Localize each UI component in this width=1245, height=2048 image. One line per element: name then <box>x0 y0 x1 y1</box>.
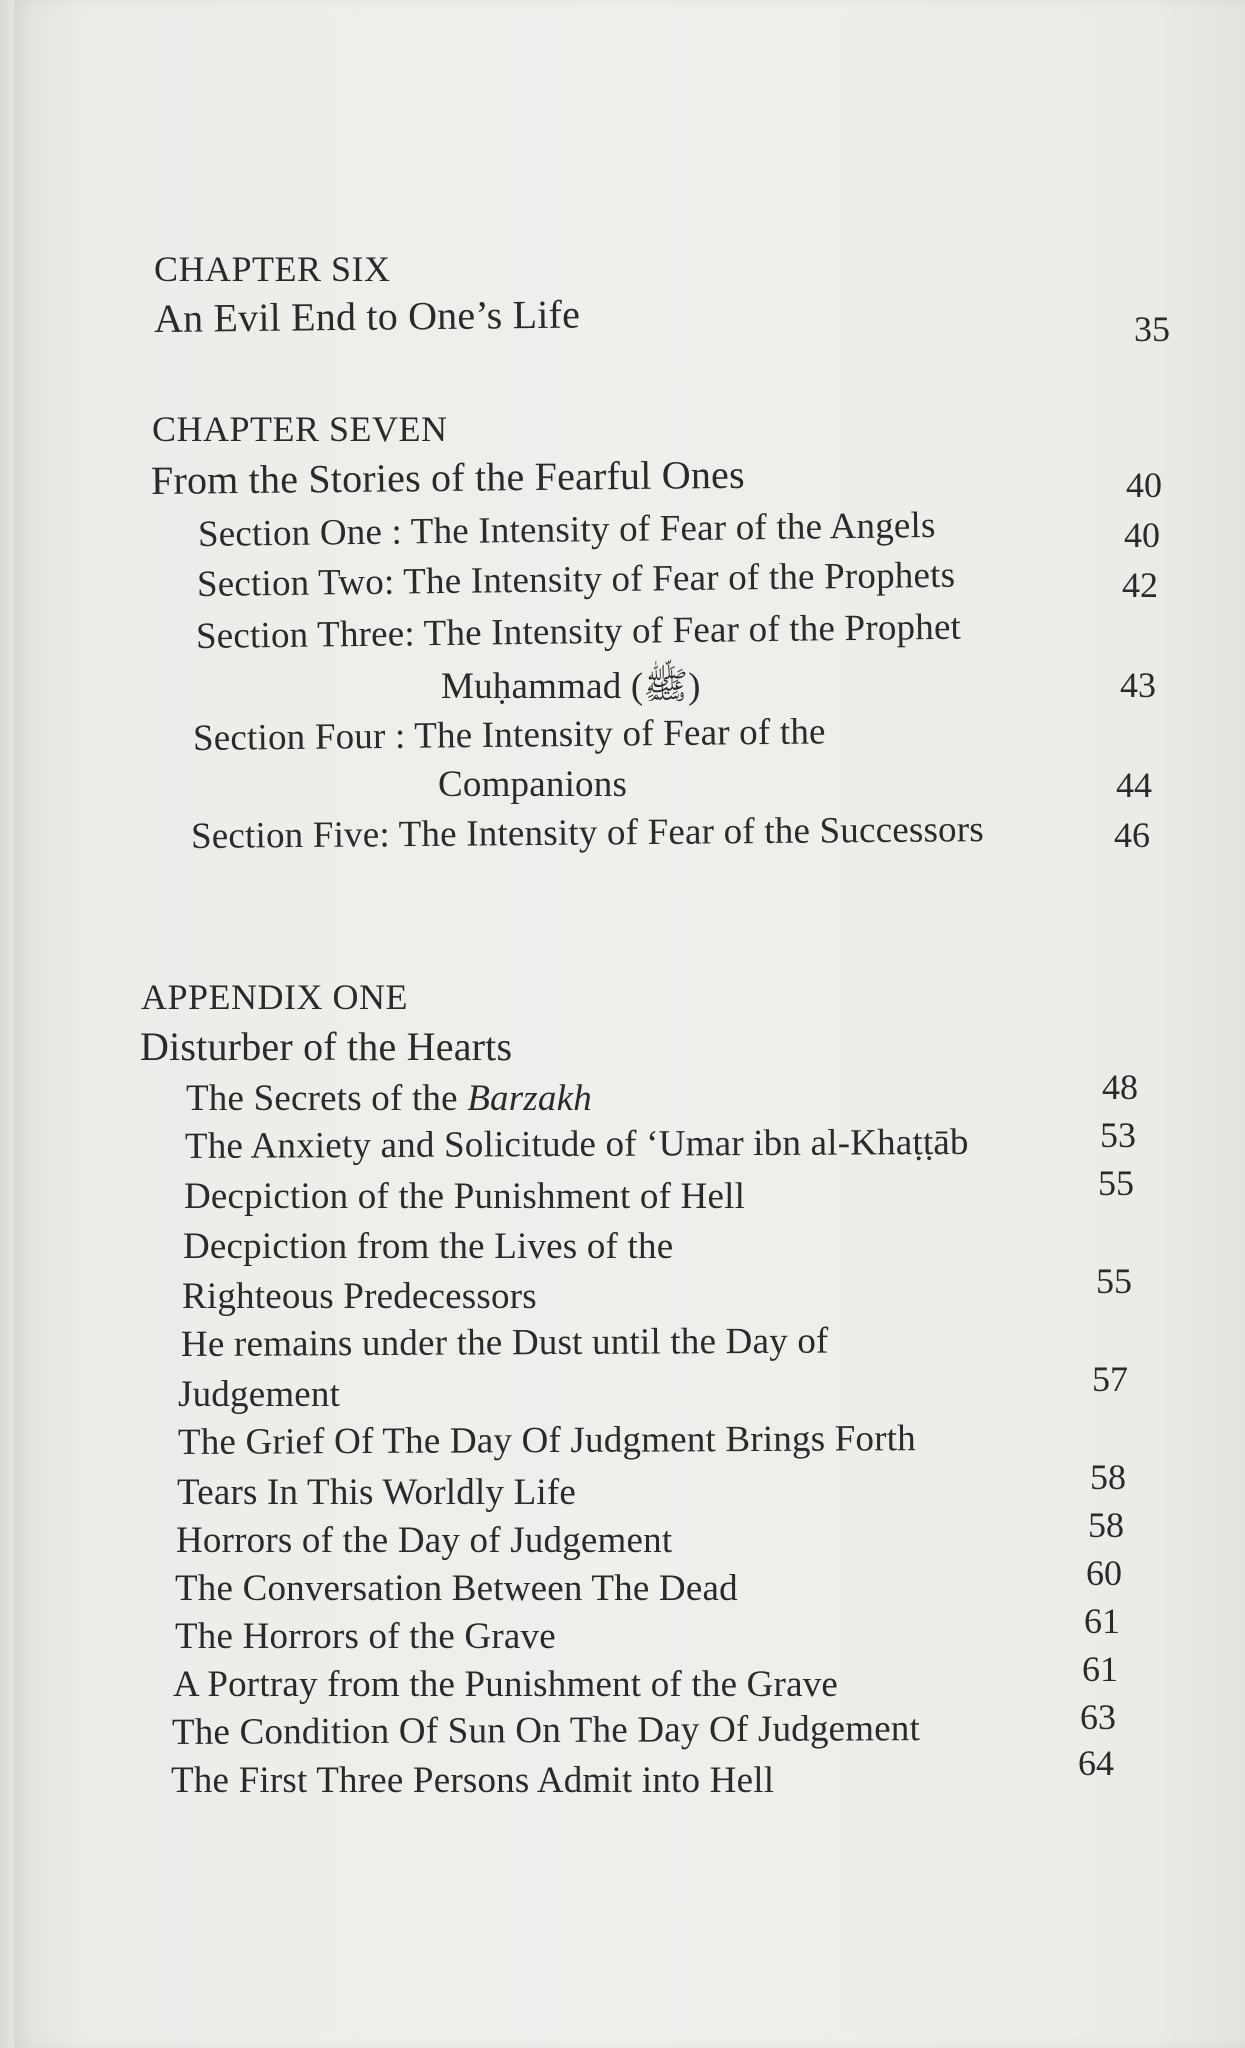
appendix-entry-8-page: 60 <box>1086 1553 1122 1593</box>
section-four-page: 44 <box>1116 765 1152 805</box>
chapter-seven-title: From the Stories of the Fearful Ones <box>150 451 745 503</box>
appendix-entry-10-page: 61 <box>1082 1649 1118 1689</box>
appendix-entry-12-page: 64 <box>1078 1743 1114 1783</box>
chapter-six-heading: CHAPTER SIX <box>154 249 391 289</box>
appendix-entry-1-italic: Barzakh <box>467 1078 592 1119</box>
appendix-entry-11-page: 63 <box>1080 1697 1116 1737</box>
appendix-entry-4-page: 55 <box>1096 1261 1132 1301</box>
section-three-page: 43 <box>1120 665 1156 705</box>
section-five-text: Section Five: The Intensity of Fear of the Successors <box>190 809 985 857</box>
section-four-continuation: Companions <box>438 764 628 805</box>
appendix-entry-2: The Anxiety and Solicitude of ‘Umar ibn al-Khaṭṭāb <box>184 1121 969 1167</box>
appendix-entry-6: The Grief Of The Day Of Judgment Brings Forth <box>177 1418 917 1463</box>
appendix-entry-6-continuation: Tears In This Worldly Life <box>177 1472 577 1513</box>
appendix-entry-8: The Conversation Between The Dead <box>175 1568 738 1609</box>
appendix-entry-2-page: 53 <box>1100 1115 1136 1155</box>
section-one-text: Section One : The Intensity of Fear of the Angels <box>197 504 936 555</box>
appendix-one-heading: APPENDIX ONE <box>141 977 408 1017</box>
section-five-page: 46 <box>1114 815 1150 855</box>
appendix-entry-3: Decpiction of the Punishment of Hell <box>184 1176 746 1217</box>
section-three-text: Section Three: The Intensity of Fear of the Prophet <box>195 606 962 657</box>
chapter-seven-heading: CHAPTER SEVEN <box>152 409 448 449</box>
appendix-one-title: Disturber of the Hearts <box>140 1024 513 1069</box>
appendix-entry-10: A Portray from the Punishment of the Grave <box>173 1664 839 1705</box>
section-two-text: Section Two: The Intensity of Fear of the Prophets <box>196 554 956 605</box>
chapter-seven-page: 40 <box>1126 465 1162 505</box>
appendix-entry-5: He remains under the Dust until the Day of <box>180 1320 829 1365</box>
appendix-entry-9-page: 61 <box>1084 1601 1120 1641</box>
chapter-six-title: An Evil End to One’s Life <box>153 291 581 341</box>
appendix-entry-7: Horrors of the Day of Judgement <box>176 1520 673 1561</box>
appendix-entry-12: The First Three Persons Admit into Hell <box>171 1760 775 1801</box>
section-two-page: 42 <box>1122 565 1158 605</box>
appendix-entry-9: The Horrors of the Grave <box>175 1616 556 1657</box>
book-gutter <box>0 0 14 2048</box>
appendix-entry-5-continuation: Judgement <box>178 1374 341 1415</box>
appendix-entry-7-page: 58 <box>1088 1505 1124 1545</box>
appendix-entry-1-prefix: The Secrets of the <box>186 1078 468 1119</box>
appendix-entry-1 <box>186 1076 592 1122</box>
appendix-entry-6-page: 58 <box>1090 1457 1126 1497</box>
appendix-entry-11: The Condition Of Sun On The Day Of Judgement <box>171 1708 921 1753</box>
appendix-entry-5-page: 57 <box>1092 1359 1128 1399</box>
section-four-text: Section Four : The Intensity of Fear of the <box>192 711 826 759</box>
appendix-entry-3-page: 55 <box>1098 1163 1134 1203</box>
section-one-page: 40 <box>1124 515 1160 555</box>
chapter-six-page: 35 <box>1134 309 1170 349</box>
appendix-entry-1-page: 48 <box>1102 1067 1138 1107</box>
appendix-entry-4: Decpiction from the Lives of the <box>183 1226 674 1267</box>
appendix-entry-4-continuation: Righteous Predecessors <box>182 1276 537 1317</box>
section-three-continuation: Muḥammad (ﷺ) <box>441 666 701 707</box>
